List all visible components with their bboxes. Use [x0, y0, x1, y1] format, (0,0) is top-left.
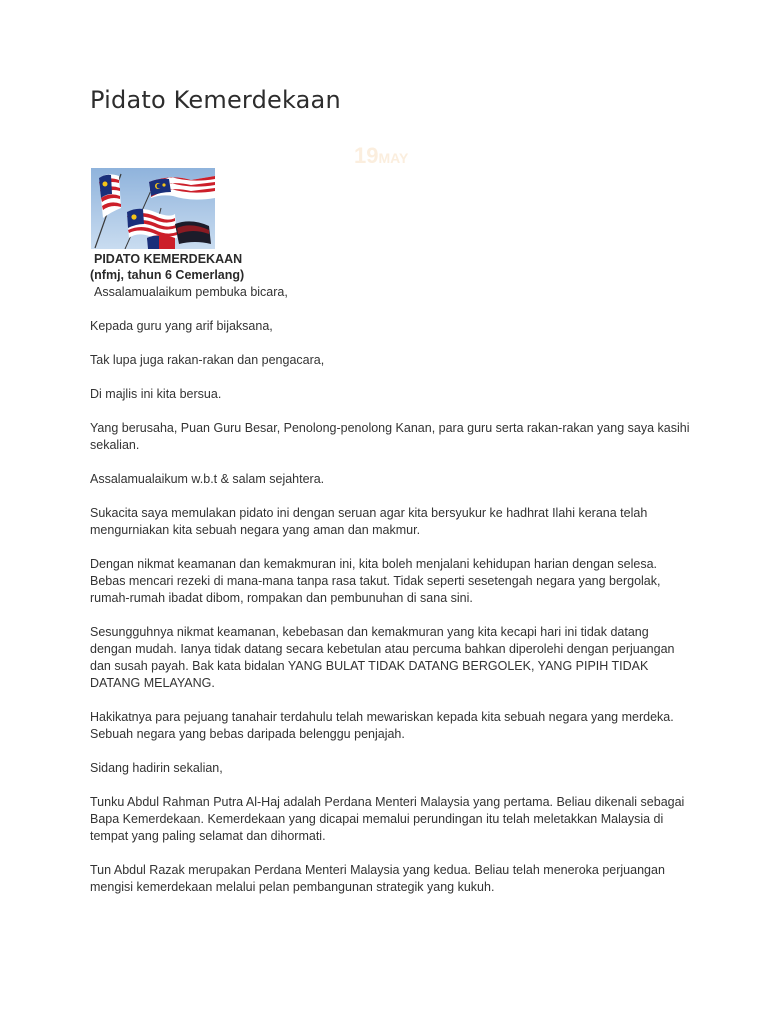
- speech-heading-author: (nfmj, tahun 6 Cemerlang): [90, 268, 245, 282]
- paragraph: Yang berusaha, Puan Guru Besar, Penolong-penolong Kanan, para guru serta rakan-rakan yang saya kasihi sekalian.: [90, 421, 690, 452]
- paragraph: Tak lupa juga rakan-rakan dan pengacara,: [90, 353, 325, 367]
- paragraph: Hakikatnya para pejuang tanahair terdahulu telah mewariskan kepada kita sebuah negara yang merdeka. Sebuah negara yang bebas daripada belenggu penjajah.: [90, 710, 674, 741]
- paragraph: Tun Abdul Razak merupakan Perdana Menteri Malaysia yang kedua. Beliau telah meneroka perjuangan mengisi kemerdekaan melalui pelan pembangunan strategik yang kukuh.: [90, 863, 665, 894]
- paragraph: Dengan nikmat keamanan dan kemakmuran ini, kita boleh menjalani kehidupan harian dengan selesa. Bebas mencari rezeki di mana-mana tanpa rasa takut. Tidak seperti sesetengah negara yang bergolak, rumah-rumah ibadat dibom, rompakan dan pembunuhan di sana sini.: [90, 557, 661, 605]
- post-date: [354, 143, 408, 169]
- paragraph: Sidang hadirin sekalian,: [90, 761, 223, 775]
- paragraph: Tunku Abdul Rahman Putra Al-Haj adalah Perdana Menteri Malaysia yang pertama. Beliau dikenali sebagai Bapa Kemerdekaan. Kemerdekaan yang dicapai memalui perundingan itu telah meletakkan Malaysia di tempat yang paling selamat dan dihormati.: [90, 795, 685, 843]
- paragraph: Assalamualaikum pembuka bicara,: [94, 285, 288, 299]
- speech-heading-title: PIDATO KEMERDEKAAN: [94, 252, 243, 266]
- page-title: Pidato Kemerdekaan: [90, 86, 341, 114]
- date-month: MAY: [378, 150, 409, 166]
- paragraph: Assalamualaikum w.b.t & salam sejahtera.: [90, 472, 325, 486]
- paragraph: Sukacita saya memulakan pidato ini dengan seruan agar kita bersyukur ke hadhrat Ilahi kerana telah mengurniakan kita sebuah negara yang aman dan makmur.: [90, 506, 648, 537]
- paragraph: Di majlis ini kita bersua.: [90, 387, 222, 401]
- malaysian-flags-image: [91, 168, 215, 249]
- speech-heading: [90, 251, 244, 283]
- date-day: 19: [354, 143, 379, 168]
- speech-body: [90, 284, 690, 913]
- paragraph: Kepada guru yang arif bijaksana,: [90, 319, 273, 333]
- paragraph: Sesungguhnya nikmat keamanan, kebebasan dan kemakmuran yang kita kecapi hari ini tidak datang dengan mudah. Ianya tidak datang secara kebetulan atau percuma bahkan diperolehi dengan perjuangan dan susah payah. Bak kata bidalan YANG BULAT TIDAK DATANG BERGOLEK, YANG PIPIH TIDAK DATANG MELAYANG.: [90, 625, 675, 690]
